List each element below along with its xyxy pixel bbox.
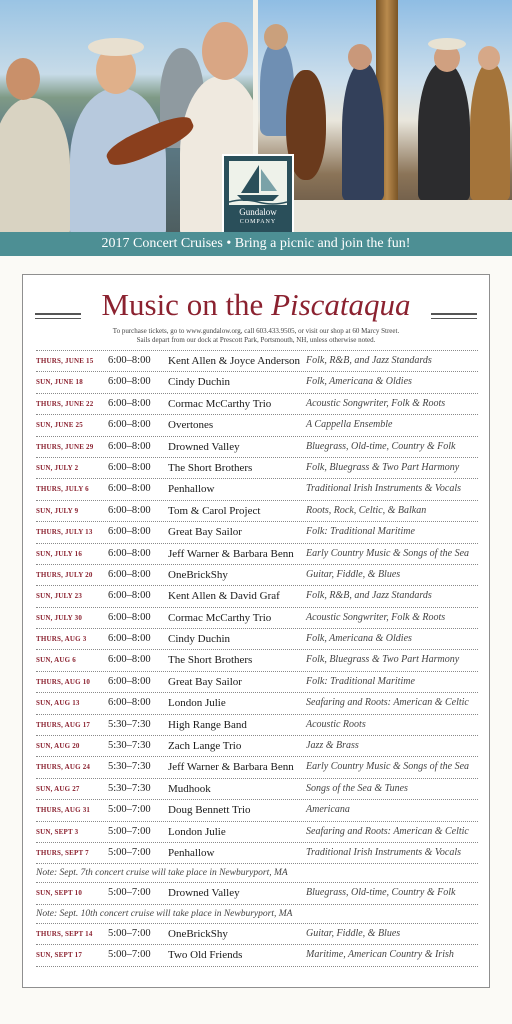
concert-time: 6:00–8:00 — [108, 355, 151, 366]
concert-date: THURS, AUG 17 — [36, 720, 91, 729]
schedule-row — [36, 629, 478, 650]
concert-time: 6:00–8:00 — [108, 547, 151, 559]
schedule-row — [36, 924, 478, 945]
promo-banner: 2017 Concert Cruises • Bring a picnic and join the fun! — [0, 232, 512, 256]
music-genre: Folk, Bluegrass & Two Part Harmony — [306, 461, 460, 473]
schedule-card — [22, 274, 490, 988]
music-genre: Traditional Irish Instruments & Vocals — [306, 846, 462, 858]
music-genre: Folk, Americana & Oldies — [306, 633, 412, 645]
artist-name: Two Old Friends — [168, 949, 243, 962]
concert-date: SUN, JULY 23 — [36, 592, 83, 601]
concert-date: SUN, JUNE 18 — [36, 378, 83, 387]
concert-date: SUN, AUG 13 — [36, 699, 80, 708]
figure-guitar-player — [470, 62, 510, 202]
concert-date: THURS, AUG 24 — [36, 763, 91, 772]
artist-name: OneBrickShy — [168, 927, 228, 940]
concert-date: SUN, JULY 30 — [36, 613, 83, 622]
concert-time: 6:00–8:00 — [108, 590, 151, 602]
schedule-row — [36, 779, 478, 800]
music-genre: Seafaring and Roots: American & Celtic — [306, 825, 469, 837]
concert-date: SUN, AUG 27 — [36, 784, 80, 793]
schedule-note: Note: Sept. 10th concert cruise will take place in Newburyport, MA — [36, 905, 478, 924]
music-genre: Folk: Traditional Maritime — [306, 526, 415, 538]
schedule-row — [36, 415, 478, 436]
music-genre: Folk, R&B, and Jazz Standards — [306, 590, 432, 602]
artist-name: Drowned Valley — [168, 887, 240, 900]
sailboat-icon — [229, 161, 287, 205]
figure-head — [264, 24, 288, 50]
artist-name: Tom & Carol Project — [168, 504, 261, 517]
figure-head — [348, 44, 372, 70]
artist-name: Penhallow — [168, 483, 215, 496]
figure-head — [478, 46, 500, 70]
concert-date: THURS, JULY 6 — [36, 485, 89, 494]
schedule-row — [36, 693, 478, 714]
header-photos — [0, 0, 512, 232]
music-genre: Guitar, Fiddle, & Blues — [306, 927, 401, 939]
artist-name: Great Bay Sailor — [168, 526, 242, 539]
concert-time: 5:00–7:00 — [108, 949, 151, 961]
concert-date: SUN, SEPT 17 — [36, 951, 83, 960]
concert-time: 6:00–8:00 — [108, 697, 151, 709]
schedule-row — [36, 715, 478, 736]
concert-time: 6:00–8:00 — [108, 461, 151, 473]
artist-name: Cormac McCarthy Trio — [168, 397, 272, 410]
concert-time: 6:00–8:00 — [108, 504, 151, 516]
concert-time: 5:00–7:00 — [108, 887, 151, 899]
concert-time: 5:00–7:00 — [108, 846, 151, 858]
concert-date: THURS, SEPT 7 — [36, 848, 89, 857]
schedule-row — [36, 394, 478, 415]
music-genre: Acoustic Songwriter, Folk & Roots — [306, 397, 446, 409]
music-genre: Jazz & Brass — [306, 740, 359, 752]
concert-time: 6:00–8:00 — [108, 397, 151, 409]
music-genre: Guitar, Fiddle, & Blues — [306, 568, 401, 580]
concert-date: SUN, SEPT 3 — [36, 827, 79, 836]
artist-name: Zach Lange Trio — [168, 740, 242, 753]
page-title — [83, 285, 429, 325]
concert-date: THURS, JULY 20 — [36, 570, 93, 579]
concert-date: THURS, JULY 13 — [36, 528, 93, 537]
concert-date: SUN, AUG 20 — [36, 742, 80, 751]
photo-musicians-right — [258, 0, 512, 232]
music-genre: Folk: Traditional Maritime — [306, 675, 415, 687]
music-genre: Traditional Irish Instruments & Vocals — [306, 483, 462, 495]
concert-date: SUN, AUG 6 — [36, 656, 76, 665]
music-genre: Acoustic Songwriter, Folk & Roots — [306, 611, 446, 623]
music-genre: Americana — [306, 804, 350, 816]
concert-date: SUN, JULY 16 — [36, 549, 83, 558]
concert-time: 6:00–8:00 — [108, 376, 151, 388]
concert-date: SUN, SEPT 10 — [36, 889, 83, 898]
music-genre: Roots, Rock, Celtic, & Balkan — [306, 504, 427, 516]
title-row — [23, 285, 489, 325]
ticket-info: To purchase tickets, go to www.gundalow.org, call 603.433.9505, or visit our shop at 60 Marcy Street. — [112, 327, 400, 335]
artist-name: The Short Brothers — [168, 461, 253, 474]
artist-name: London Julie — [168, 697, 226, 710]
hat — [428, 38, 466, 50]
music-genre: Bluegrass, Old-time, Country & Folk — [306, 887, 456, 899]
schedule-row — [36, 350, 478, 372]
title-main: Music on the — [101, 287, 272, 322]
schedule-row — [36, 372, 478, 393]
title-italic: Piscataqua — [271, 287, 411, 322]
concert-time: 5:30–7:30 — [108, 761, 151, 773]
title-rule-right — [431, 313, 477, 319]
artist-name: Mudhook — [168, 782, 211, 795]
deck — [258, 200, 512, 232]
artist-name: High Range Band — [168, 718, 247, 731]
hat — [88, 38, 144, 56]
figure-banjo-player — [418, 62, 470, 202]
figure-head — [202, 22, 248, 80]
artist-name: Kent Allen & Joyce Anderson — [168, 355, 300, 367]
schedule-row — [36, 736, 478, 757]
schedule-row — [36, 586, 478, 607]
schedule-row — [36, 501, 478, 522]
concert-date: THURS, JUNE 29 — [36, 442, 94, 451]
artist-name: The Short Brothers — [168, 654, 253, 667]
schedule-row — [36, 672, 478, 693]
logo-name: Gundalow — [239, 207, 277, 217]
artist-name: Kent Allen & David Graf — [168, 590, 280, 603]
schedule-row — [36, 883, 478, 904]
schedule-row — [36, 822, 478, 843]
figure-banjo-player — [0, 98, 70, 232]
concert-date: SUN, JULY 2 — [36, 463, 79, 472]
concert-time: 6:00–8:00 — [108, 633, 151, 645]
schedule-row — [36, 522, 478, 543]
concert-date: THURS, JUNE 15 — [36, 357, 94, 365]
concert-time: 6:00–8:00 — [108, 526, 151, 538]
concert-time: 5:00–7:00 — [108, 825, 151, 837]
artist-name: Drowned Valley — [168, 440, 240, 453]
schedule-row — [36, 479, 478, 500]
artist-name: London Julie — [168, 825, 226, 838]
concert-date: THURS, SEPT 14 — [36, 929, 93, 938]
schedule-row — [36, 437, 478, 458]
schedule-row — [36, 565, 478, 586]
artist-name: Jeff Warner & Barbara Benn — [168, 761, 294, 774]
concert-time: 6:00–8:00 — [108, 611, 151, 623]
title-rule-left — [35, 313, 81, 319]
schedule-row — [36, 800, 478, 821]
music-genre: A Cappella Ensemble — [306, 419, 393, 431]
concert-time: 5:00–7:00 — [108, 927, 151, 939]
schedule-row — [36, 458, 478, 479]
concert-date: SUN, JULY 9 — [36, 506, 79, 515]
concert-time: 5:30–7:30 — [108, 782, 151, 794]
concert-date: THURS, AUG 10 — [36, 677, 91, 686]
artist-name: Jeff Warner & Barbara Benn — [168, 547, 294, 560]
music-genre: Seafaring and Roots: American & Celtic — [306, 697, 469, 709]
music-genre: Early Country Music & Songs of the Sea — [306, 547, 470, 559]
figure-guitar-player — [342, 62, 384, 202]
concert-time: 6:00–8:00 — [108, 419, 151, 431]
concert-time: 5:30–7:30 — [108, 740, 151, 752]
artist-name: Doug Bennett Trio — [168, 804, 251, 817]
photo-musicians-left — [0, 0, 253, 232]
concert-time: 5:00–7:00 — [108, 804, 151, 816]
gundalow-logo — [222, 154, 294, 232]
artist-name: Great Bay Sailor — [168, 675, 242, 688]
concert-date: THURS, AUG 31 — [36, 806, 91, 815]
artist-name: Penhallow — [168, 846, 215, 859]
logo-subtitle: COMPANY — [239, 219, 277, 225]
music-genre: Songs of the Sea & Tunes — [306, 782, 408, 794]
music-genre: Bluegrass, Old-time, Country & Folk — [306, 440, 456, 452]
schedule-row — [36, 945, 478, 966]
concert-date: THURS, AUG 3 — [36, 635, 87, 644]
schedule-row — [36, 608, 478, 629]
concert-date: THURS, JUNE 22 — [36, 399, 94, 408]
music-genre: Early Country Music & Songs of the Sea — [306, 761, 470, 773]
concert-time: 6:00–8:00 — [108, 568, 151, 580]
concert-time: 5:30–7:30 — [108, 718, 151, 730]
figure-head — [6, 58, 40, 100]
departure-info: Sails depart from our dock at Prescott Park, Portsmouth, NH, unless otherwise noted. — [136, 336, 376, 344]
schedule-row — [36, 650, 478, 671]
music-genre: Acoustic Roots — [306, 718, 366, 730]
concert-time: 6:00–8:00 — [108, 675, 151, 687]
music-genre: Maritime, American Country & Irish — [306, 949, 454, 961]
concert-date: SUN, JUNE 25 — [36, 421, 83, 430]
artist-name: Cindy Duchin — [168, 633, 231, 646]
schedule-row — [36, 544, 478, 565]
music-genre: Folk, R&B, and Jazz Standards — [306, 355, 432, 366]
artist-name: Overtones — [168, 419, 214, 432]
artist-name: Cindy Duchin — [168, 376, 231, 389]
schedule-note: Note: Sept. 7th concert cruise will take place in Newburyport, MA — [36, 864, 478, 883]
concert-time: 6:00–8:00 — [108, 654, 151, 666]
music-genre: Folk, Americana & Oldies — [306, 376, 412, 388]
schedule-row — [36, 757, 478, 778]
schedule-row — [36, 843, 478, 864]
concert-time: 6:00–8:00 — [108, 440, 151, 452]
artist-name: Cormac McCarthy Trio — [168, 611, 272, 624]
music-genre: Folk, Bluegrass & Two Part Harmony — [306, 654, 460, 666]
artist-name: OneBrickShy — [168, 568, 228, 581]
concert-time: 6:00–8:00 — [108, 483, 151, 495]
concert-schedule — [36, 350, 478, 967]
